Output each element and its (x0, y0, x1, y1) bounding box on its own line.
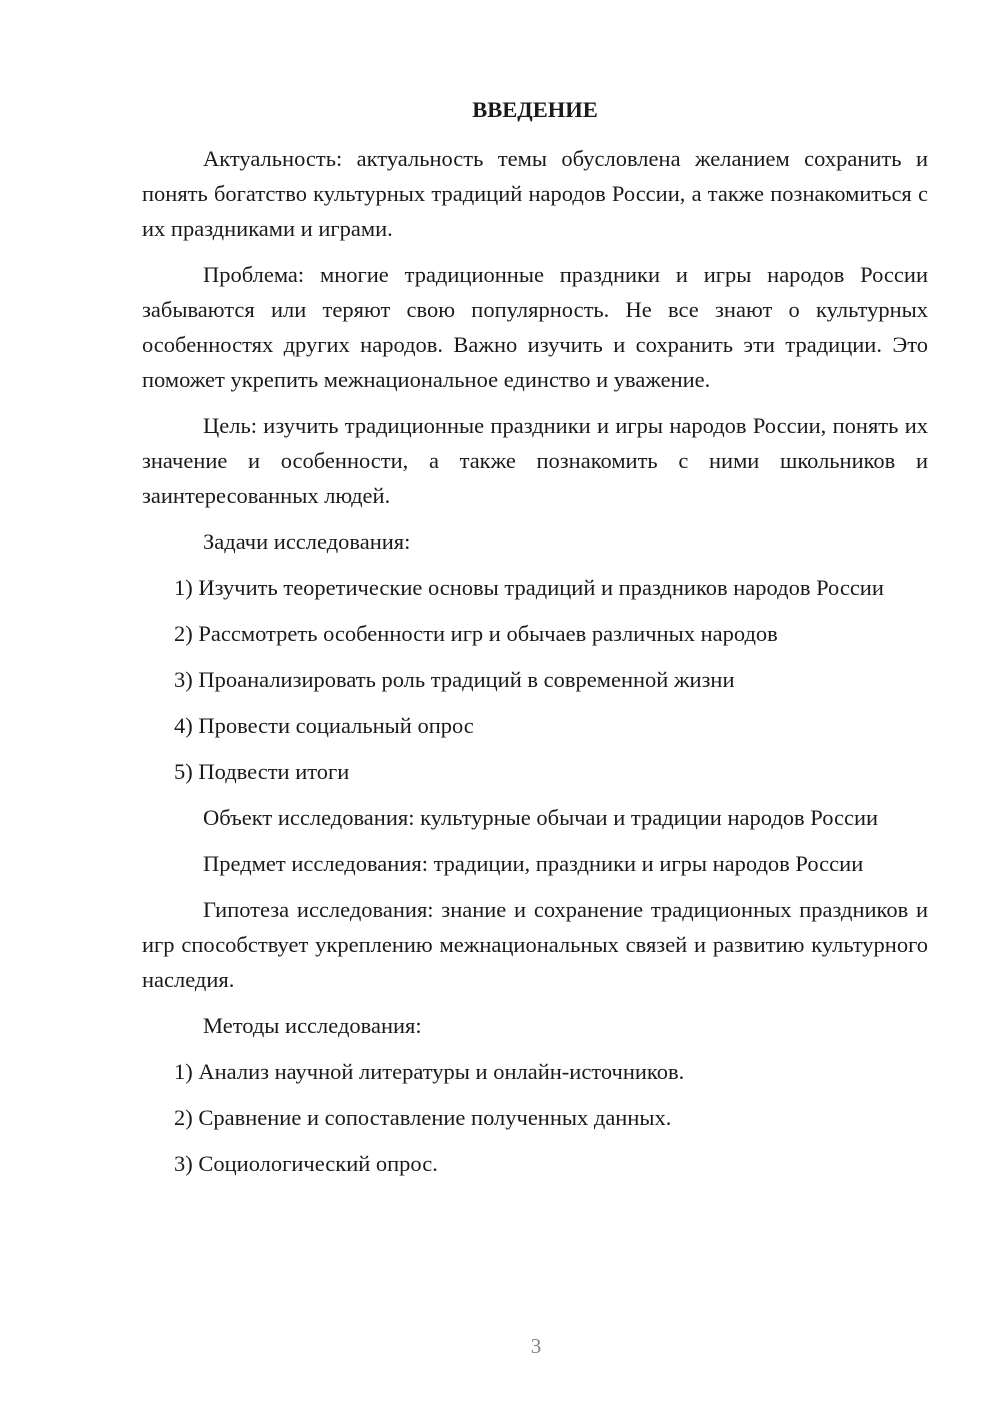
subject-paragraph: Предмет исследования: традиции, праздники и игры народов России (203, 851, 864, 876)
object-paragraph: Объект исследования: культурные обычаи и традиции народов России (203, 805, 879, 830)
page-number: 3 (530, 1334, 542, 1358)
task-item: 3) Проанализировать роль традиций в современной жизни (174, 667, 735, 692)
method-item: 3) Социологический опрос. (174, 1151, 438, 1176)
task-item: 1) Изучить теоретические основы традиций и праздников народов России (174, 575, 884, 600)
document-title: ВВЕДЕНИЕ (472, 97, 598, 122)
task-item: 4) Провести социальный опрос (174, 713, 474, 738)
task-item: 5) Подвести итоги (174, 759, 350, 784)
goal-paragraph: Цель: изучить традиционные праздники и игры народов России, понять их значение и особенности, а также познакомить с ними школьников и заинтересованных людей. (142, 413, 928, 508)
task-item: 2) Рассмотреть особенности игр и обычаев различных народов (174, 621, 778, 646)
document-body (142, 96, 928, 1192)
problem-paragraph: Проблема: многие традиционные праздники и игры народов России забываются или теряют свою популярность. Не все знают о культурных особенностях других народов. Важно изучить и сохранить эти традиции. Это поможет укрепить межнациональное единство и уважение. (142, 262, 928, 392)
method-item: 1) Анализ научной литературы и онлайн-источников. (174, 1059, 685, 1084)
tasks-heading: Задачи исследования: (203, 529, 411, 554)
methods-heading: Методы исследования: (203, 1013, 422, 1038)
hypothesis-paragraph: Гипотеза исследования: знание и сохранение традиционных праздников и игр способствует укреплению межнациональных связей и развитию культурного наследия. (142, 897, 928, 992)
method-item: 2) Сравнение и сопоставление полученных данных. (174, 1105, 672, 1130)
relevance-paragraph: Актуальность: актуальность темы обусловлена желанием сохранить и понять богатство культурных традиций народов России, а также познакомиться с их праздниками и играми. (142, 146, 928, 241)
